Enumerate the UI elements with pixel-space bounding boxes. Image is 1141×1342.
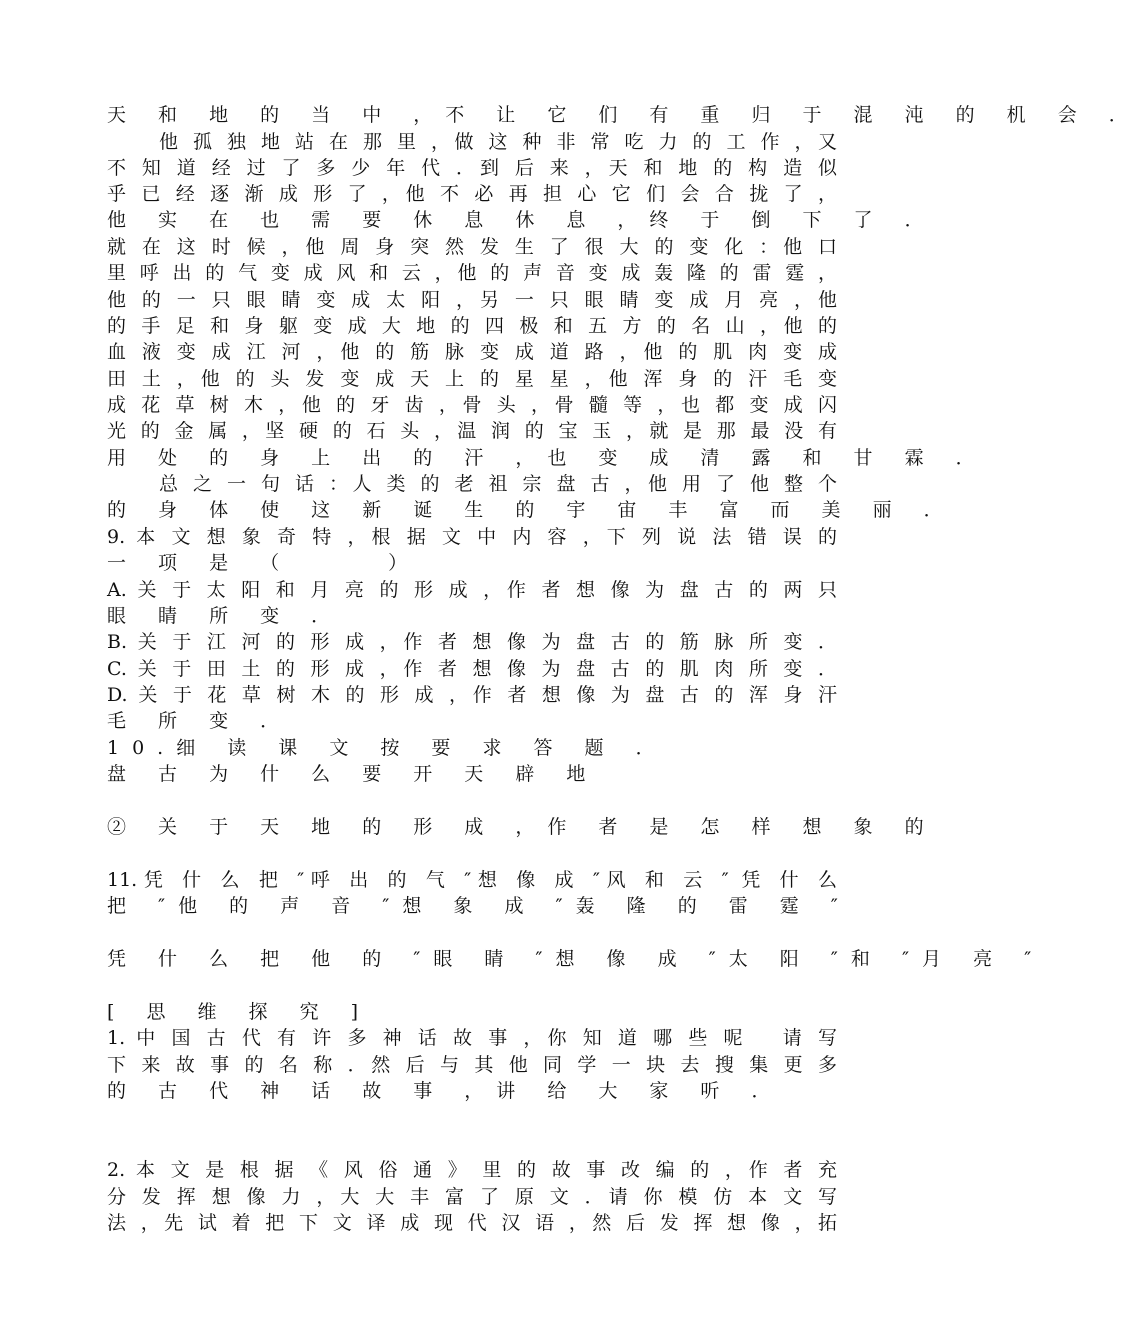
- question-11: 11.凭 什 么 把 ″呼 出 的 气 ″想 像 成 ″风 和 云 ″ 凭 什 么: [107, 869, 837, 891]
- question-9: 9. 本 文 想 象 奇 特 ，根 据 文 中 内 容 ，下 列 说 法 错 误 的: [107, 526, 837, 548]
- text-line: 血 液 变 成 江 河 ，他 的 筋 脉 变 成 道 路 ，他 的 肌 肉 变 成: [107, 341, 837, 363]
- question-10: 10.细 读 课 文 按 要 求 答 题 ．: [107, 737, 668, 759]
- text-line: 眼 睛 所 变 ．: [107, 605, 344, 627]
- text-line: 法 ，先 试 着 把 下 文 译 成 现 代 汉 语 ，然 后 发 挥 想 像 ，拓: [107, 1212, 837, 1234]
- text-line: 下 来 故 事 的 名 称 ．然 后 与 其 他 同 学 一 块 去 搜 集 更 多: [107, 1054, 837, 1076]
- option-d: D. 关 于 花 草 树 木 的 形 成 ，作 者 想 像 为 盘 古 的 浑 身 汗: [107, 684, 837, 706]
- text-line: 不 知 道 经 过 了 多 少 年 代 ．到 后 来 ，天 和 地 的 构 造 似: [107, 157, 837, 179]
- text-line: 他 孤 独 地 站 在 那 里 ，做 这 种 非 常 吃 力 的 工 作 ，又: [159, 131, 837, 153]
- text-line: 一 项 是 （ ）: [107, 552, 421, 574]
- exercise-2: 2. 本 文 是 根 据 《 风 俗 通 》 里 的 故 事 改 编 的 ，作 者 充: [107, 1159, 837, 1181]
- section-heading: [ 思 维 探 究 ]: [107, 1001, 372, 1023]
- text-line: 天 和 地 的 当 中 ，不 让 它 们 有 重 归 于 混 沌 的 机 会 ．: [107, 104, 1141, 126]
- text-line: 凭 什 么 把 他 的 ″眼 睛 ″想 像 成 ″太 阳 ″和 ″月 亮 ″: [107, 948, 1045, 970]
- text-line: 里 呼 出 的 气 变 成 风 和 云 ，他 的 声 音 变 成 轰 隆 的 雷 霆 ，: [107, 262, 837, 284]
- text-line: 成 花 草 树 木 ，他 的 牙 齿 ，骨 头 ，骨 髓 等 ，也 都 变 成 闪: [107, 394, 837, 416]
- text-line: 盘 古 为 什 么 要 开 天 辟 地: [107, 763, 599, 785]
- text-line: 总 之 一 句 话 ：人 类 的 老 祖 宗 盘 古 ，他 用 了 他 整 个: [159, 473, 837, 495]
- option-c: C. 关 于 田 土 的 形 成 ，作 者 想 像 为 盘 古 的 肌 肉 所 变 ．: [107, 658, 837, 680]
- option-b: B. 关 于 江 河 的 形 成 ，作 者 想 像 为 盘 古 的 筋 脉 所 变 ．: [107, 631, 837, 653]
- text-line: 光 的 金 属 ，坚 硬 的 石 头 ，温 润 的 宝 玉 ，就 是 那 最 没 有: [107, 420, 837, 442]
- text-line: 他 的 一 只 眼 睛 变 成 太 阳 ，另 一 只 眼 睛 变 成 月 亮 ，他: [107, 289, 837, 311]
- text-line: 的 古 代 神 话 故 事 ，讲 给 大 家 听 ．: [107, 1080, 784, 1102]
- text-line: ② 关 于 天 地 的 形 成 ，作 者 是 怎 样 想 象 的: [107, 816, 937, 838]
- text-line: 的 手 足 和 身 躯 变 成 大 地 的 四 极 和 五 方 的 名 山 ，他 的: [107, 315, 837, 337]
- text-line: 就 在 这 时 候 ，他 周 身 突 然 发 生 了 很 大 的 变 化 ：他 口: [107, 236, 837, 258]
- text-line: 把 ″他 的 声 音 ″想 象 成 ″轰 隆 的 雷 霆 ″: [107, 895, 851, 917]
- option-a: A. 关 于 太 阳 和 月 亮 的 形 成 ，作 者 想 像 为 盘 古 的 两 只: [107, 579, 837, 601]
- text-line: 田 土 ，他 的 头 发 变 成 天 上 的 星 星 ，他 浑 身 的 汗 毛 变: [107, 368, 837, 390]
- text-line: 的 身 体 使 这 新 诞 生 的 宇 宙 丰 富 而 美 丽 ．: [107, 499, 956, 521]
- text-line: 用 处 的 身 上 出 的 汗 ，也 变 成 清 露 和 甘 霖 ．: [107, 447, 988, 469]
- text-line: 乎 已 经 逐 渐 成 形 了 ，他 不 必 再 担 心 它 们 会 合 拢 了 ，: [107, 183, 837, 205]
- text-line: 分 发 挥 想 像 力 ，大 大 丰 富 了 原 文 ．请 你 模 仿 本 文 写: [107, 1186, 837, 1208]
- text-line: 毛 所 变 ．: [107, 710, 293, 732]
- text-line: 他 实 在 也 需 要 休 息 休 息 ，终 于 倒 下 了 ．: [107, 209, 937, 231]
- exercise-1: 1. 中 国 古 代 有 许 多 神 话 故 事 ，你 知 道 哪 些 呢 请 写: [107, 1027, 837, 1049]
